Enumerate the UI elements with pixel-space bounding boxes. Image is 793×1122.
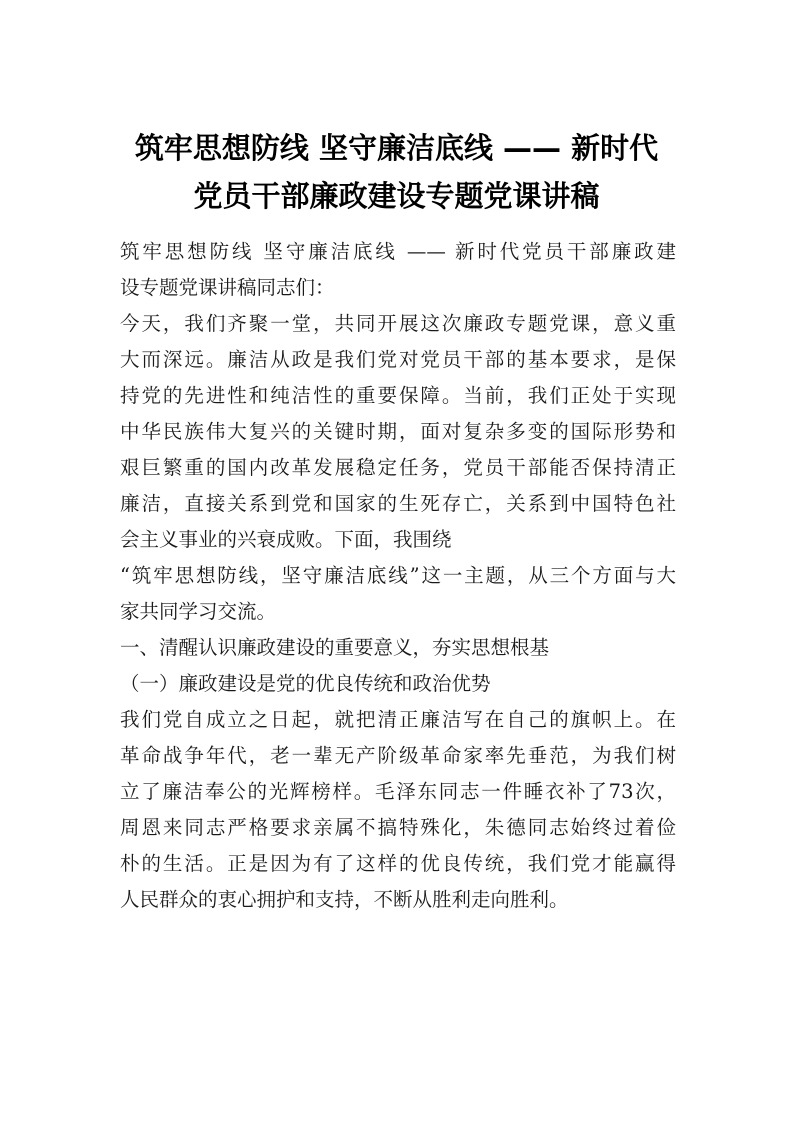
body-line: 中华民族伟大复兴的关键时期，面对复杂多变的国际形势和: [120, 420, 676, 443]
body-line: 设专题党课讲稿同志们：: [120, 276, 335, 299]
body-line: 革命战争年代，老一辈无产阶级革命家率先垂范，为我们树: [120, 744, 676, 767]
body-line: 持党的先进性和纯洁性的重要保障。当前，我们正处于实现: [120, 384, 676, 407]
body-line: 筑牢思想防线 坚守廉洁底线 —— 新时代党员干部廉政建: [120, 240, 676, 263]
document-title: [100, 124, 693, 220]
document-body: [120, 234, 676, 918]
subsection-heading: （一）廉政建设是党的优良传统和政治优势: [120, 672, 491, 695]
body-line: 我们党自成立之日起，就把清正廉洁写在自己的旗帜上。在: [120, 708, 676, 731]
body-line: 人民群众的衷心拥护和支持，不断从胜利走向胜利。: [120, 888, 569, 911]
title-line-2: 党员干部廉政建设专题党课讲稿: [193, 179, 600, 213]
body-line: 今天，我们齐聚一堂，共同开展这次廉政专题党课，意义重: [120, 312, 676, 335]
body-line: 艰巨繁重的国内改革发展稳定任务，党员干部能否保持清正: [120, 456, 676, 479]
body-line: 立了廉洁奉公的光辉榜样。毛泽东同志一件睡衣补了73次，: [120, 780, 676, 803]
body-line: 周恩来同志严格要求亲属不搞特殊化，朱德同志始终过着俭: [120, 816, 676, 839]
section-heading: 一、清醒认识廉政建设的重要意义，夯实思想根基: [120, 636, 550, 659]
body-line: “筑牢思想防线，坚守廉洁底线”这一主题，从三个方面与大: [120, 564, 676, 587]
body-line: 朴的生活。正是因为有了这样的优良传统，我们党才能赢得: [120, 852, 676, 875]
body-line: 廉洁，直接关系到党和国家的生死存亡，关系到中国特色社: [120, 492, 676, 515]
body-line: 家共同学习交流。: [120, 600, 277, 623]
title-line-1: 筑牢思想防线 坚守廉洁底线 —— 新时代: [134, 131, 659, 165]
body-line: 大而深远。廉洁从政是我们党对党员干部的基本要求，是保: [120, 348, 676, 371]
body-line: 会主义事业的兴衰成败。下面，我围绕: [120, 528, 452, 551]
